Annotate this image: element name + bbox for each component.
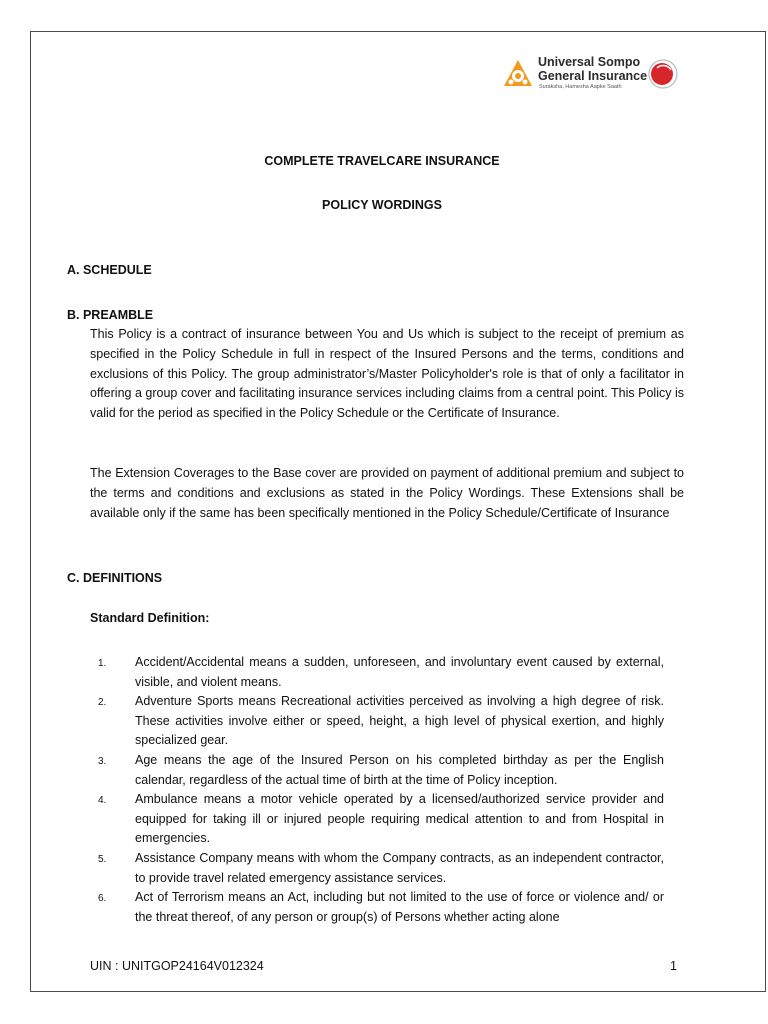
red-circle-emblem-icon <box>647 58 679 90</box>
list-item: 2. Adventure Sports means Recreational activities perceived as involving a high degree of risk. These activities involve either or speed, height, a high level of physical exertion, and highly specialized gear. <box>98 694 664 748</box>
section-heading-preamble: B. PREAMBLE <box>67 308 154 322</box>
standard-definition-heading: Standard Definition: <box>90 611 210 625</box>
list-item: 4. Ambulance means a motor vehicle operated by a licensed/authorized service provider and equipped for taking ill or injured people requiring medical attention to and from Hospital in emergencies. <box>98 792 664 846</box>
preamble-paragraph-2: The Extension Coverages to the Base cover are provided on payment of additional premium and subject to the terms and conditions and exclusions as stated in the Policy Wordings. These Extensions shall be available only if the same has been specifically mentioned in the Policy Schedule/Certificate of Insurance <box>90 466 684 520</box>
list-item: 5. Assistance Company means with whom the Company contracts, as an independent contractor, to provide travel related emergency assistance services. <box>98 850 664 885</box>
footer-uin: UIN : UNITGOP24164V012324 <box>90 959 264 973</box>
logo-tagline: Suraksha, Hamesha Aapke Saath <box>539 84 622 90</box>
logo-line-1: Universal Sompo <box>538 55 641 69</box>
document-title: COMPLETE TRAVELCARE INSURANCE <box>264 154 500 168</box>
list-item: 1. Accident/Accidental means a sudden, unforeseen, and involuntary event caused by external, visible, and violent means. <box>98 655 664 689</box>
section-heading-schedule: A. SCHEDULE <box>67 263 152 277</box>
document-subtitle: POLICY WORDINGS <box>322 198 442 212</box>
company-emblem-icon <box>502 58 534 90</box>
logo-line-2: General Insurance <box>538 69 648 83</box>
list-item: 3. Age means the age of the Insured Person on his completed birthday as per the English calendar, regardless of the actual time of birth at the time of Policy inception. <box>98 752 664 787</box>
company-logo <box>502 54 682 94</box>
preamble-paragraph-1: This Policy is a contract of insurance between You and Us which is subject to the receipt of premium as specified in the Policy Schedule in full in respect of the Insured Persons and the terms, conditions and exclusions of this Policy. The group administrator’s/Master Policyholder's role is that of only a facilitator in offering a group cover and facilitating insurance services including claims from a central point. This Policy is valid for the period as specified in the Policy Schedule or the Certificate of Insurance. <box>90 327 684 421</box>
definitions-list <box>90 653 664 927</box>
page-number: 1 <box>670 959 677 973</box>
section-heading-definitions: C. DEFINITIONS <box>67 571 163 585</box>
list-item: 6. Act of Terrorism means an Act, including but not limited to the use of force or violence and/ or the threat thereof, of any person or group(s) of Persons whether acting alone <box>98 890 664 924</box>
